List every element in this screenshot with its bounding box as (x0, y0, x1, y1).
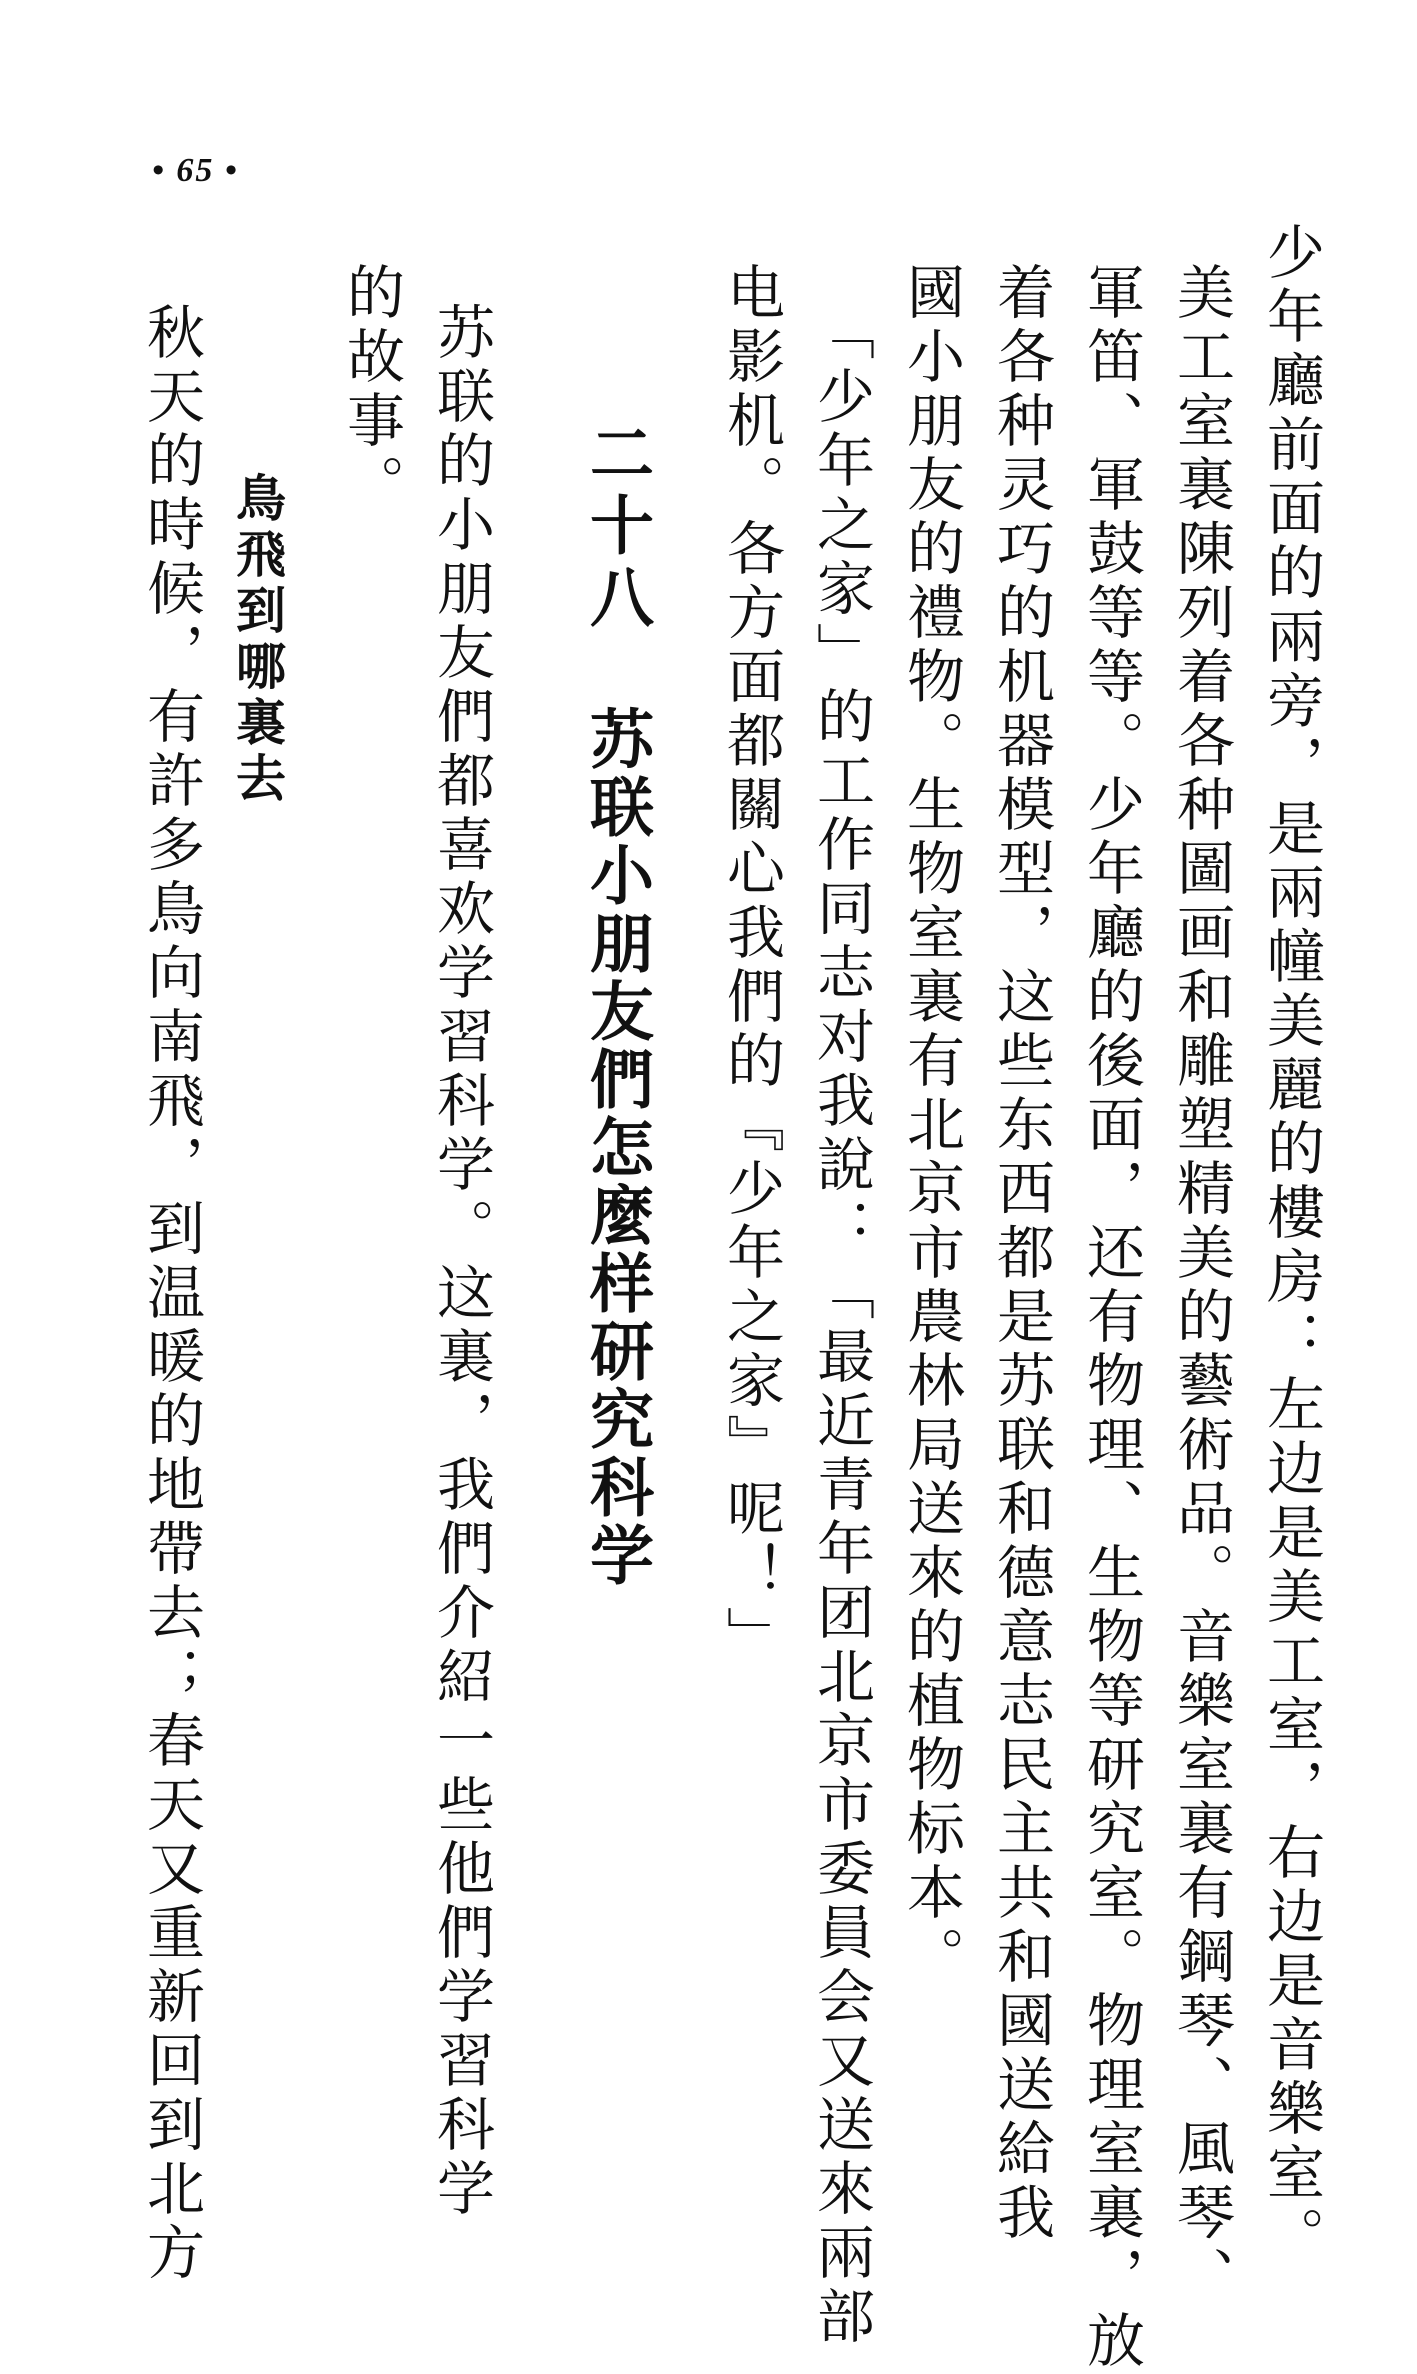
section-title: 苏联小朋友們怎麼样研究科学 (579, 706, 653, 1590)
text-column-5: 國小朋友的禮物。生物室裏有北京市農林局送來的植物标本。 (897, 262, 965, 1990)
paragraph-column-1: 苏联的小朋友們都喜欢学習科学。这裏，我們介紹一些他們学習科学 (427, 302, 495, 2222)
section-heading (579, 420, 653, 1590)
text-column-2: 美工室裏陳列着各种圖画和雕塑精美的藝術品。音樂室裏有鋼琴、風琴、 (1167, 262, 1235, 2310)
section-number: 二十八 (579, 420, 653, 636)
subheading: 鳥飛到哪裏去 (228, 472, 286, 808)
text-column-3: 軍笛、軍鼓等等。少年廳的後面，还有物理、生物等研究室。物理室裏，放 (1077, 262, 1145, 2374)
body-column-1: 秋天的時候，有許多鳥向南飛，到温暖的地帶去；春天又重新回到北方 (137, 302, 205, 2286)
paragraph-column-2: 的故事。 (337, 262, 405, 518)
text-column-4: 着各种灵巧的机器模型，这些东西都是苏联和德意志民主共和國送給我 (987, 262, 1055, 2246)
page-number: • 65 • (152, 152, 239, 189)
text-column-1: 少年廳前面的兩旁，是兩幢美麗的樓房：左边是美工室，右边是音樂室。 (1257, 222, 1325, 2270)
text-column-7: 电影机。各方面都關心我們的『少年之家』呢！」 (717, 262, 785, 1670)
text-column-6: 「少年之家」的工作同志对我說：「最近青年团北京市委員会又送來兩部 (807, 302, 875, 2350)
